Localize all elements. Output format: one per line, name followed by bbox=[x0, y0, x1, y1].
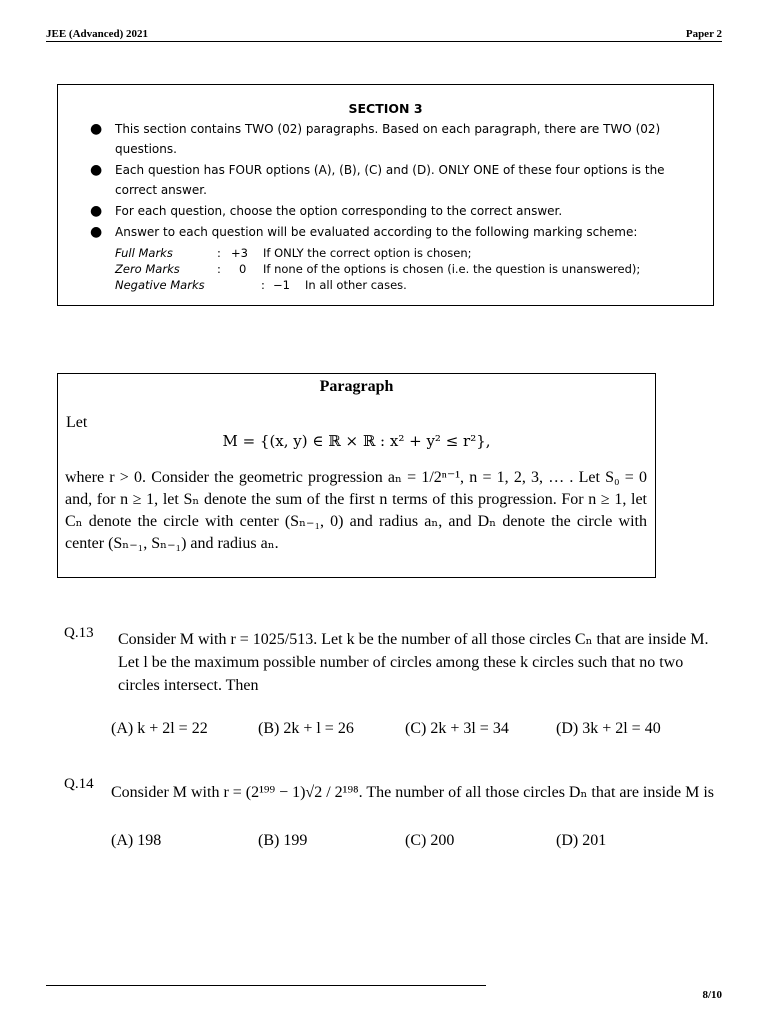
marking-label: Zero Marks bbox=[115, 262, 180, 276]
option-d[interactable]: (D) 3k + 2l = 40 bbox=[556, 720, 661, 737]
marking-value: 0 bbox=[239, 262, 247, 276]
option-c[interactable]: (C) 2k + 3l = 34 bbox=[405, 720, 509, 737]
bullet-icon: ● bbox=[90, 224, 103, 240]
paragraph-let: Let bbox=[66, 414, 88, 431]
instruction-text: Each question has FOUR options (A), (B), (C) and (D). ONLY ONE of these four options is the correct answer. bbox=[115, 163, 665, 197]
paragraph-box bbox=[57, 373, 656, 578]
question-number: Q.13 bbox=[64, 625, 94, 641]
header-divider bbox=[46, 41, 722, 42]
set-definition: M = {(x, y) ∈ ℝ × ℝ : x² + y² ≤ r²}, bbox=[222, 432, 491, 450]
option-b[interactable]: (B) 2k + l = 26 bbox=[258, 720, 354, 737]
option-c[interactable]: (C) 200 bbox=[405, 832, 455, 849]
exam-title: JEE (Advanced) 2021 bbox=[46, 28, 149, 40]
section-instructions-box bbox=[57, 84, 714, 306]
marking-desc: In all other cases. bbox=[305, 278, 407, 292]
paper-label: Paper 2 bbox=[685, 28, 722, 40]
bullet-icon: ● bbox=[90, 121, 103, 137]
colon: : bbox=[217, 262, 221, 276]
instruction-text: For each question, choose the option corresponding to the correct answer. bbox=[115, 204, 563, 218]
marking-desc: If ONLY the correct option is chosen; bbox=[263, 246, 472, 260]
instruction-text: This section contains TWO (02) paragraphs. Based on each paragraph, there are TWO (02) questions. bbox=[115, 122, 661, 156]
marking-label: Negative Marks bbox=[115, 278, 205, 292]
paragraph-title: Paragraph bbox=[319, 378, 394, 395]
colon: : bbox=[217, 246, 221, 260]
option-d[interactable]: (D) 201 bbox=[556, 832, 607, 849]
marking-value: −1 bbox=[273, 278, 290, 292]
option-b[interactable]: (B) 199 bbox=[258, 832, 308, 849]
bullet-icon: ● bbox=[90, 203, 103, 219]
question-text: Consider M with r = 1025/513. Let k be the number of all those circles Cₙ that are inside M. Let l be the maximum possible number of circles among these k circles such that no two circles intersect. Then bbox=[118, 631, 709, 694]
option-a[interactable]: (A) 198 bbox=[111, 832, 162, 849]
marking-desc: If none of the options is chosen (i.e. the question is unanswered); bbox=[263, 262, 641, 276]
bullet-icon: ● bbox=[90, 162, 103, 178]
marking-value: +3 bbox=[231, 246, 248, 260]
section-title: SECTION 3 bbox=[348, 101, 423, 116]
paragraph-body: where r > 0. Consider the geometric progression aₙ = 1/2ⁿ⁻¹, n = 1, 2, 3, … . Let S₀ = 0 and, for n ≥ 1, let Sₙ denote the sum of the first n terms of this progression. For n ≥ 1, let Cₙ denote the circle with center (Sₙ₋₁, 0) and radius aₙ, and Dₙ denote the circle with center (Sₙ₋₁, Sₙ₋₁) and radius aₙ. bbox=[65, 469, 647, 552]
instruction-text: Answer to each question will be evaluated according to the following marking scheme: bbox=[115, 225, 638, 239]
option-a[interactable]: (A) k + 2l = 22 bbox=[111, 720, 208, 737]
colon: : bbox=[261, 278, 265, 292]
question-text: Consider M with r = (2¹⁹⁹ − 1)√2 / 2¹⁹⁸. The number of all those circles Dₙ that are inside M is bbox=[111, 784, 715, 801]
marking-label: Full Marks bbox=[115, 246, 173, 260]
question-number: Q.14 bbox=[64, 776, 94, 792]
footer-divider bbox=[46, 985, 486, 986]
page-number: 8/10 bbox=[702, 989, 722, 1001]
